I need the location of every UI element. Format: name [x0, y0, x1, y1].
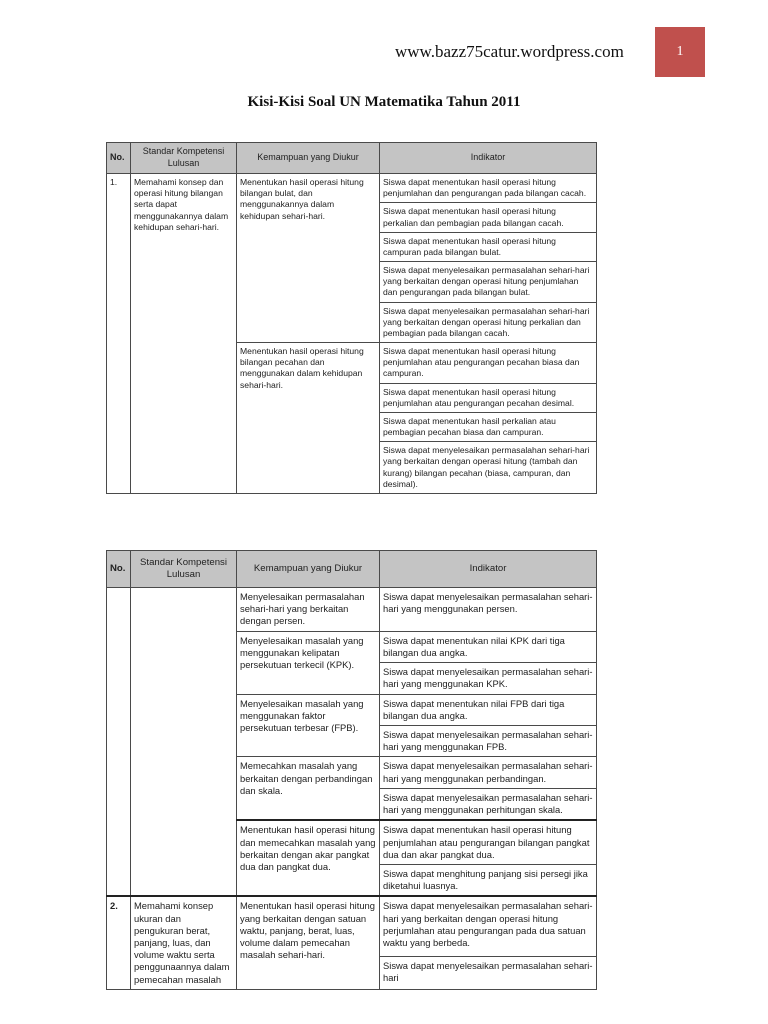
header-no: No.	[107, 143, 131, 174]
indikator-cell: Siswa dapat menentukan nilai FPB dari tiga bilangan dua angka.	[380, 694, 597, 725]
header-kemampuan: Kemampuan yang Diukur	[237, 551, 380, 588]
row-number: 2.	[107, 896, 131, 989]
indikator-cell: Siswa dapat menentukan hasil operasi hitung penjumlahan atau pengurangan bilangan pangkat dua dan akar pangkat dua.	[380, 820, 597, 864]
kemampuan-cell: Menyelesaikan masalah yang menggunakan kelipatan persekutuan terkecil (KPK).	[237, 631, 380, 694]
indikator-cell: Siswa dapat menentukan nilai KPK dari tiga bilangan dua angka.	[380, 631, 597, 662]
kemampuan-cell: Menyelesaikan permasalahan sehari-hari yang berkaitan dengan persen.	[237, 588, 380, 632]
kemampuan-cell: Menentukan hasil operasi hitung bilangan pecahan dan menggunakan dalam kehidupan sehari-hari.	[237, 343, 380, 494]
table-row	[107, 896, 597, 956]
standar-kompetensi-cell: Memahami konsep ukuran dan pengukuran berat, panjang, luas, dan volume waktu serta penggunaannya dalam pemecahan masalah	[131, 896, 237, 989]
indikator-cell: Siswa dapat menyelesaikan permasalahan sehari-hari yang menggunakan persen.	[380, 588, 597, 632]
indikator-cell: Siswa dapat menyelesaikan permasalahan sehari-hari yang berkaitan dengan operasi hitung perjumlahan atau pengurangan pada dua satuan waktu yang berbeda.	[380, 896, 597, 956]
table-row	[107, 588, 597, 632]
indikator-cell: Siswa dapat menyelesaikan permasalahan sehari-hari yang menggunakan perbandingan.	[380, 757, 597, 788]
kemampuan-cell: Menentukan hasil operasi hitung yang berkaitan dengan satuan waktu, panjang, berat, luas, volume dalam pemecahan masalah sehari-hari.	[237, 896, 380, 989]
page-number: 1	[676, 44, 684, 59]
header-standar: Standar Kompetensi Lulusan	[131, 143, 237, 174]
kemampuan-cell: Menyelesaikan masalah yang menggunakan faktor persekutuan terbesar (FPB).	[237, 694, 380, 757]
indikator-cell: Siswa dapat menyelesaikan permasalahan sehari-hari yang menggunakan perhitungan skala.	[380, 788, 597, 820]
standar-kompetensi-cell	[131, 588, 237, 897]
table-header-row	[107, 551, 597, 588]
indikator-cell: Siswa dapat menentukan hasil operasi hitung perkalian dan pembagian pada bilangan cacah.	[380, 203, 597, 232]
row-number	[107, 588, 131, 897]
table-row	[107, 174, 597, 203]
indikator-cell: Siswa dapat menentukan hasil operasi hitung penjumlahan atau pengurangan pecahan desimal.	[380, 383, 597, 412]
indikator-cell: Siswa dapat menghitung panjang sisi persegi jika diketahui luasnya.	[380, 864, 597, 896]
row-number: 1.	[107, 174, 131, 494]
indikator-cell: Siswa dapat menyelesaikan permasalahan sehari-hari yang berkaitan dengan operasi hitung (tambah dan kurang) bilangan pecahan (biasa, campuran, dan desimal).	[380, 442, 597, 494]
header-kemampuan: Kemampuan yang Diukur	[237, 143, 380, 174]
header-standar: Standar Kompetensi Lulusan	[131, 551, 237, 588]
indikator-cell: Siswa dapat menyelesaikan permasalahan sehari-hari	[380, 956, 597, 989]
kemampuan-cell: Menentukan hasil operasi hitung bilangan bulat, dan menggunakannya dalam kehidupan sehari-hari.	[237, 174, 380, 343]
indikator-cell: Siswa dapat menyelesaikan permasalahan sehari-hari yang berkaitan dengan operasi hitung perkalian dan pembagian pada bilangan cacah.	[380, 302, 597, 343]
indikator-cell: Siswa dapat menyelesaikan permasalahan sehari-hari yang berkaitan dengan operasi hitung penjumlahan dan pengurangan pada bilangan bulat.	[380, 262, 597, 303]
kisi-table-2	[106, 550, 597, 990]
page-number-badge	[655, 27, 705, 77]
header-indikator: Indikator	[380, 143, 597, 174]
indikator-cell: Siswa dapat menyelesaikan permasalahan sehari-hari yang menggunakan KPK.	[380, 663, 597, 694]
indikator-cell: Siswa dapat menentukan hasil perkalian atau pembagian pecahan biasa dan campuran.	[380, 412, 597, 441]
indikator-cell: Siswa dapat menentukan hasil operasi hitung campuran pada bilangan bulat.	[380, 232, 597, 261]
indikator-cell: Siswa dapat menyelesaikan permasalahan sehari-hari yang menggunakan FPB.	[380, 725, 597, 756]
kemampuan-cell: Memecahkan masalah yang berkaitan dengan perbandingan dan skala.	[237, 757, 380, 820]
table-header-row	[107, 143, 597, 174]
header-url: www.bazz75catur.wordpress.com	[395, 42, 624, 61]
header-no: No.	[107, 551, 131, 588]
indikator-cell: Siswa dapat menentukan hasil operasi hitung penjumlahan atau pengurangan pecahan biasa dan campuran.	[380, 343, 597, 384]
indikator-cell: Siswa dapat menentukan hasil operasi hitung penjumlahan dan pengurangan pada bilangan cacah.	[380, 174, 597, 203]
standar-kompetensi-cell: Memahami konsep dan operasi hitung bilangan serta dapat menggunakannya dalam kehidupan sehari-hari.	[131, 174, 237, 494]
document-title: Kisi-Kisi Soal UN Matematika Tahun 2011	[247, 94, 521, 110]
header-indikator: Indikator	[380, 551, 597, 588]
kisi-table-1	[106, 142, 597, 494]
kemampuan-cell: Menentukan hasil operasi hitung dan memecahkan masalah yang berkaitan dengan akar pangkat dua dan pangkat dua.	[237, 820, 380, 896]
